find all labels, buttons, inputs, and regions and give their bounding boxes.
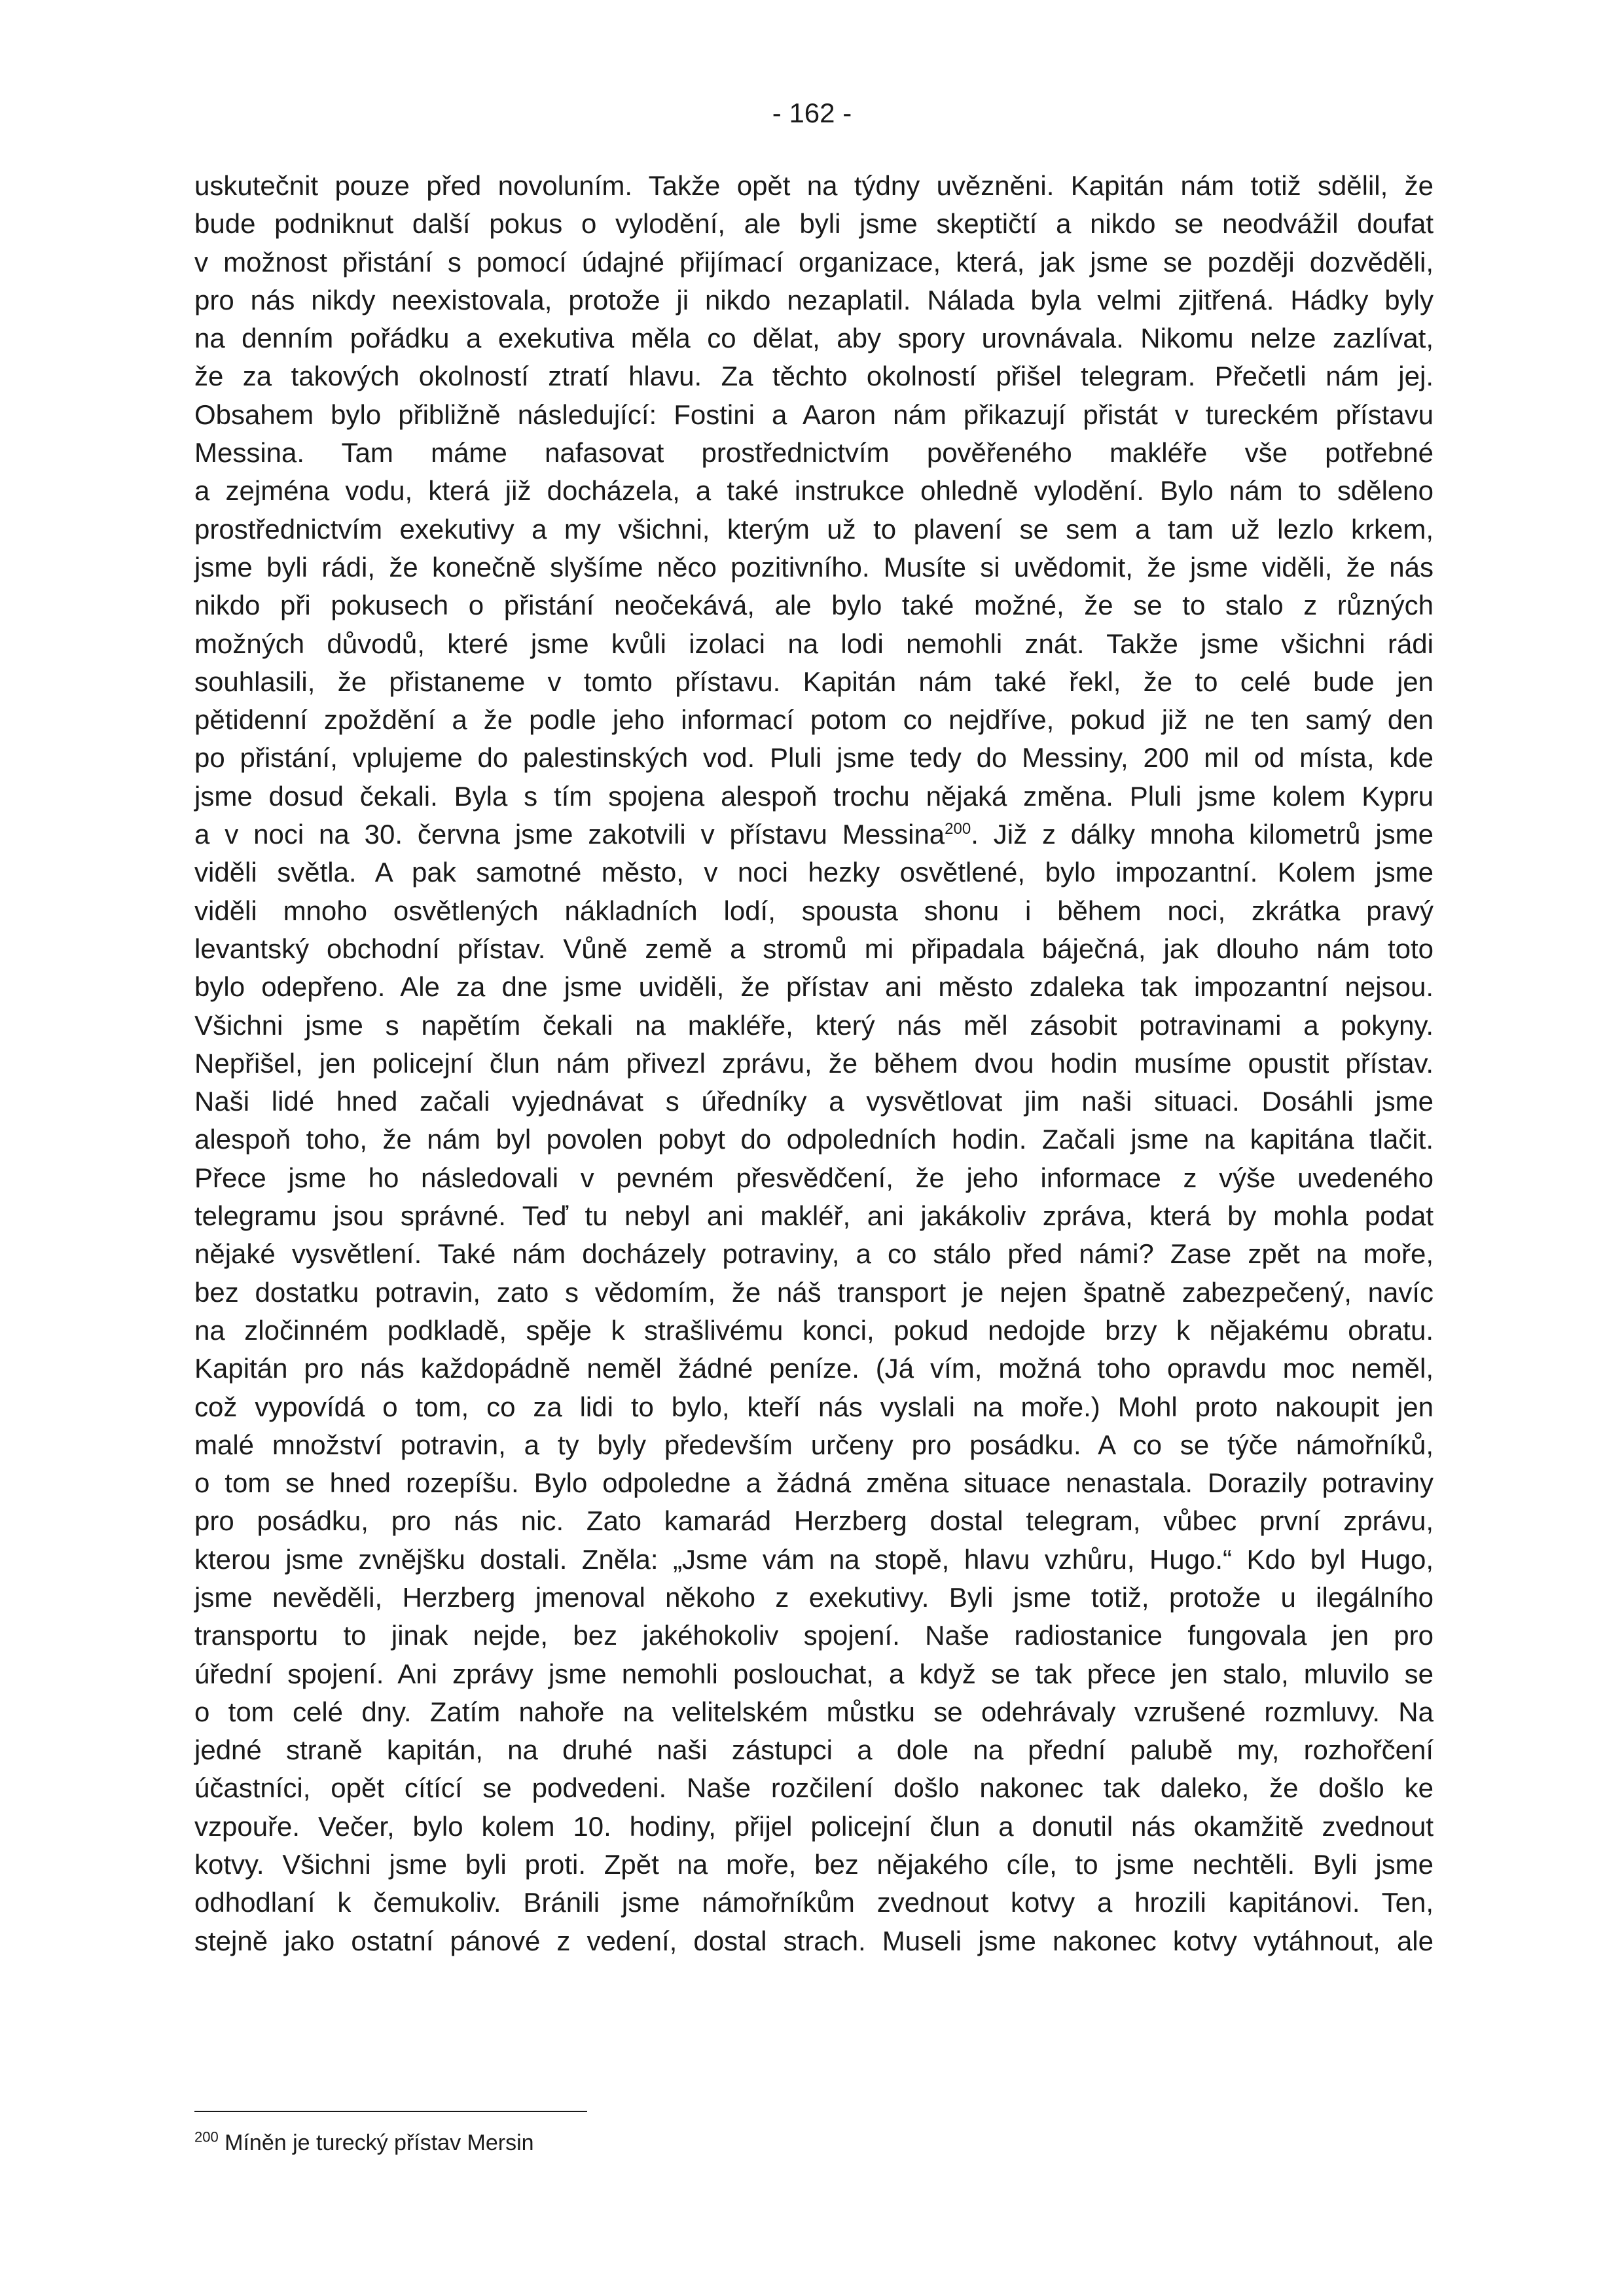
body-line [194,167,1434,205]
body-line [194,396,1434,434]
body-line [194,1312,1434,1350]
body-line-text: stejně jako ostatní pánové z vedení, dostal strach. Museli jsme nakonec kotvy vytáhnout, ale [194,1925,1434,1956]
body-line [194,1197,1434,1235]
body-line [194,1731,1434,1769]
body-line [194,1464,1434,1502]
body-line-text: na zločinném podkladě, spěje k strašlivému konci, pokud nedojde brzy k nějakému obratu. [194,1314,1434,1346]
body-line [194,1617,1434,1655]
body-line-text: levantský obchodní přístav. Vůně země a stromů mi připadala báječná, jak dlouho nám toto [194,933,1434,964]
body-line [194,739,1434,777]
body-line [194,663,1434,701]
footnote-marker: 200 [194,2128,219,2145]
body-line-text: Messina. Tam máme nafasovat prostřednictvím pověřeného makléře vše potřebné [194,437,1434,469]
body-line [194,968,1434,1006]
body-line [194,930,1434,968]
body-line-text: Všichni jsme s napětím čekali na makléře, který nás měl zásobit potravinami a pokyny. [194,1009,1434,1041]
body-line [194,472,1434,510]
body-line-text: nějaké vysvětlení. Také nám docházely potraviny, a co stálo před námi? Zase zpět na moře, [194,1238,1434,1270]
page-number: - 162 - [772,98,852,128]
body-line [194,1808,1434,1846]
body-line [194,1769,1434,1807]
body-line [194,1045,1434,1083]
body-line [194,548,1434,586]
body-line-text: pro nás nikdy neexistovala, protože ji nikdo nezaplatil. Nálada byla velmi zjitřená. Hádky byly [194,284,1434,315]
body-line [194,205,1434,243]
body-line-text: alespoň toho, že nám byl povolen pobyt do odpoledních hodin. Začali jsme na kapitána tlačit. [194,1124,1434,1155]
body-line [194,1388,1434,1426]
body-line [194,1426,1434,1464]
body-line-text: po přistání, vplujeme do palestinských vod. Pluli jsme tedy do Messiny, 200 mil od místa, kde [194,742,1434,774]
body-line-text: Obsahem bylo přibližně následující: Fostini a Aaron nám přikazují přistát v tureckém přístavu [194,399,1434,430]
body-line-text: kotvy. Všichni jsme byli proti. Zpět na moře, bez nějakého cíle, to jsme nechtěli. Byli jsme [194,1849,1434,1880]
body-line [194,1274,1434,1312]
body-line-text: pětidenní zpoždění a že podle jeho informací potom co nejdříve, pokud již ne ten samý den [194,704,1434,736]
body-line-text: možných důvodů, které jsme kvůli izolaci na lodi nemohli znát. Takže jsme všichni rádi [194,628,1434,659]
body-line [194,319,1434,357]
body-text [194,167,1434,1960]
body-line [194,281,1434,319]
body-line-text: a zejména vodu, která již docházela, a také instrukce ohledně vylodění. Bylo nám to sděleno [194,475,1434,507]
body-line [194,357,1434,395]
body-line [194,625,1434,663]
body-line-text: a v noci na 30. června jsme zakotvili v přístavu Messina [194,819,945,850]
body-line-text: vzpouře. Večer, bylo kolem 10. hodiny, přijel policejní člun a donutil nás okamžitě zvednout [194,1810,1434,1842]
body-line [194,1541,1434,1579]
body-line-text: telegramu jsou správné. Teď tu nebyl ani makléř, ani jakákoliv zpráva, která by mohla podat [194,1200,1434,1232]
body-line-text: prostřednictvím exekutivy a my všichni, kterým už to plavení se sem a tam už lezlo krkem, [194,513,1434,545]
body-line-text: jsme nevěděli, Herzberg jmenoval někoho z exekutivy. Byli jsme totiž, protože u ilegálního [194,1581,1434,1613]
body-line-text: Naši lidé hned začali vyjednávat s úředníky a vysvětlovat jim naši situaci. Dosáhli jsme [194,1086,1434,1117]
body-line [194,1693,1434,1731]
body-line [194,778,1434,816]
body-line-text: Nepřišel, jen policejní člun nám přivezl zprávu, že během dvou hodin musíme opustit přístav. [194,1047,1434,1079]
body-line-text: což vypovídá o tom, co za lidi to bylo, kteří nás vyslali na moře.) Mohl proto nakoupit jen [194,1391,1434,1422]
body-line-text: úřední spojení. Ani zprávy jsme nemohli poslouchat, a když se tak přece jen stalo, mluvilo se [194,1658,1434,1689]
body-line [194,243,1434,281]
body-line [194,1121,1434,1158]
body-line-text: souhlasili, že přistaneme v tomto přístavu. Kapitán nám také řekl, že to celé bude jen [194,666,1434,697]
footnote [194,2128,1434,2157]
body-line [194,1884,1434,1922]
body-line [194,1083,1434,1121]
body-line [194,1655,1434,1693]
body-line-text: pro posádku, pro nás nic. Zato kamarád Herzberg dostal telegram, vůbec první zprávu, [194,1505,1434,1537]
body-line-text: jedné straně kapitán, na druhé naši zástupci a dole na přední palubě my, rozhořčení [194,1734,1434,1766]
body-line-text: malé množství potravin, a ty byly především určeny pro posádku. A co se týče námořníků, [194,1429,1434,1460]
body-line [194,434,1434,472]
body-line [194,1007,1434,1045]
body-line [194,1922,1434,1960]
body-line [194,1350,1434,1388]
body-line [194,1502,1434,1540]
body-line-text: bez dostatku potravin, zato s vědomím, že náš transport je nejen špatně zabezpečený, navíc [194,1276,1434,1308]
body-line-text: na denním pořádku a exekutiva měla co dělat, aby spory urovnávala. Nikomu nelze zazlívat, [194,323,1434,354]
body-line-text: . Již z dálky mnoha kilometrů jsme [971,819,1434,850]
body-line-text: jsme byli rádi, že konečně slyšíme něco pozitivního. Musíte si uvědomit, že jsme viděli, že nás [194,551,1434,583]
body-line-text: kterou jsme zvnějšku dostali. Zněla: „Jsme vám na stopě, hlavu vzhůru, Hugo.“ Kdo byl Hugo, [194,1543,1434,1575]
body-line-text: Přece jsme ho následovali v pevném přesvědčení, že jeho informace z výše uvedeného [194,1162,1434,1193]
body-line [194,853,1434,891]
body-line-text: viděli světla. A pak samotné město, v noci hezky osvětlené, bylo impozantní. Kolem jsme [194,857,1434,888]
footnote-text: Míněn je turecký přístav Mersin [218,2130,534,2155]
body-line-text: v možnost přistání s pomocí údajné přijímací organizace, která, jak jsme se později dozvěděli, [194,246,1434,278]
body-line-text: nikdo při pokusech o přistání neočekává, ale bylo také možné, že se to stalo z různých [194,590,1434,621]
body-line [194,586,1434,624]
body-line-text: uskutečnit pouze před novoluním. Takže opět na týdny uvězněni. Kapitán nám totiž sdělil, že [194,170,1434,201]
body-line [194,892,1434,930]
body-line [194,1235,1434,1273]
body-line [194,1159,1434,1197]
body-line-text: o tom celé dny. Zatím nahoře na velitelském můstku se odehrávaly vzrušené rozmluvy. Na [194,1696,1434,1727]
footnote-divider [194,2111,587,2112]
body-line [194,1579,1434,1617]
body-line [194,511,1434,548]
body-line [194,1846,1434,1884]
body-line-text: transportu to jinak nejde, bez jakéhokoliv spojení. Naše radiostanice fungovala jen pro [194,1620,1434,1651]
body-line-text: bude podniknut další pokus o vylodění, ale byli jsme skeptičtí a nikdo se neodvážil doufat [194,208,1434,240]
body-line-text: jsme dosud čekali. Byla s tím spojena alespoň trochu nějaká změna. Pluli jsme kolem Kypru [194,780,1434,812]
body-line-text: že za takových okolností ztratí hlavu. Za těchto okolností přišel telegram. Přečetli nám jej. [194,361,1434,392]
body-line-text: Kapitán pro nás každopádně neměl žádné peníze. (Já vím, možná toho opravdu moc neměl, [194,1353,1434,1384]
footnote-reference: 200 [945,820,971,838]
body-line-text: viděli mnoho osvětlených nákladních lodí, spousta shonu i během noci, zkrátka pravý [194,895,1434,926]
body-line-text: bylo odepřeno. Ale za dne jsme uviděli, že přístav ani město zdaleka tak impozantní nejsou. [194,971,1434,1003]
body-line [194,816,1434,853]
body-line-text: odhodlaní k čemukoliv. Bránili jsme námořníkům zvednout kotvy a hrozili kapitánovi. Ten, [194,1887,1434,1918]
body-line [194,701,1434,739]
body-line-text: účastníci, opět cítící se podvedeni. Naše rozčilení došlo nakonec tak daleko, že došlo ke [194,1772,1434,1804]
body-line-text: o tom se hned rozepíšu. Bylo odpoledne a žádná změna situace nenastala. Dorazily potraviny [194,1467,1434,1499]
